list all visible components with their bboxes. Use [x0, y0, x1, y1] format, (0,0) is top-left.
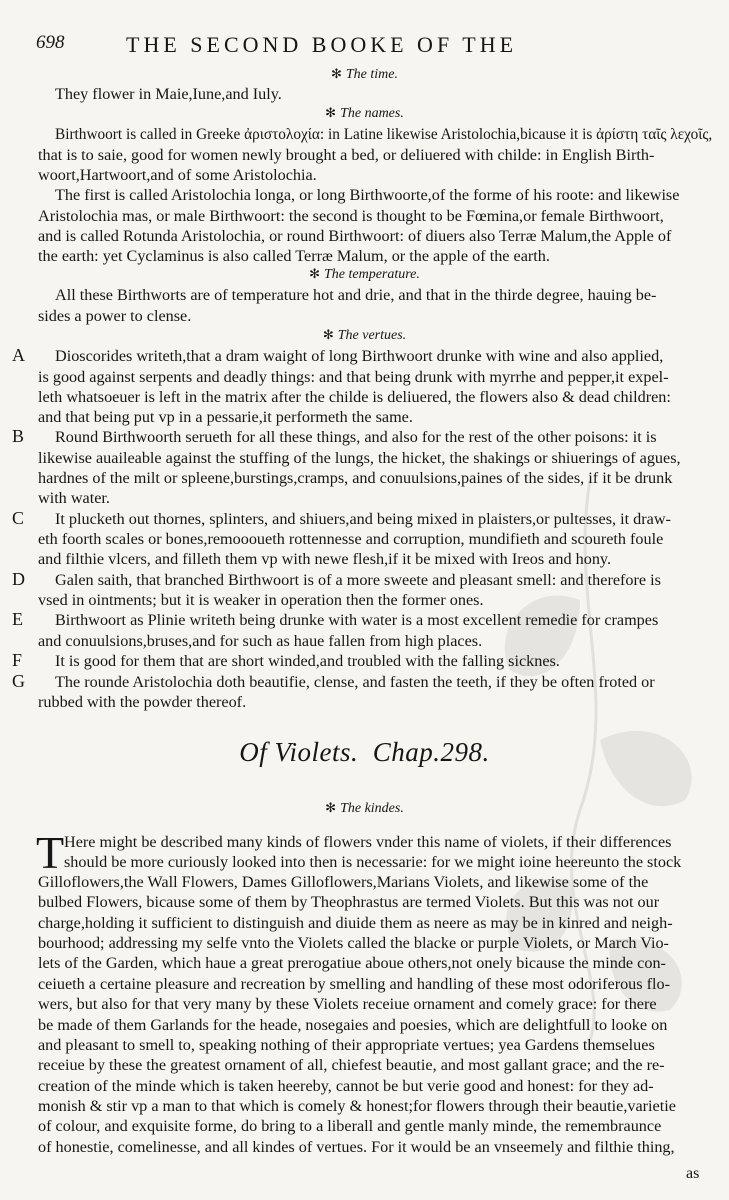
text-line: The first is called Aristolochia longa, or long Birthwoorte,of the forme of his roote: and likewise	[55, 186, 680, 204]
section-heading-names: ✻ The names.	[325, 105, 404, 121]
text-line: likewise auaileable against the stuffing of the lungs, the hicket, the shakings or shiuerings of agues,	[38, 449, 681, 467]
text-line: It is good for them that are short winded,and troubled with the falling sicknes.	[55, 652, 560, 670]
text-line: charge,holding it sufficient to distinguish and diuide them as neere as may be in kinred and neigh-	[38, 914, 673, 932]
chapter-name: Of Violets.	[239, 737, 359, 767]
text-line: of honestie, comelinesse, and all kindes of vertues. For it would be an vnseemely and filthie thing,	[38, 1138, 675, 1156]
text-line: and pleasant to smell to, speaking nothing of their appropriate vertues; yea Gardens themselues	[38, 1036, 655, 1054]
text-line: be made of them Garlands for the heade, nosegaies and poesies, which are delightfull to looke on	[38, 1016, 668, 1034]
paragraph-marker: D	[12, 569, 25, 589]
text-line: should be more curiously looked into then is necessarie: for we might ioine heereunto the stock	[64, 853, 682, 871]
text-line: rubbed with the powder thereof.	[38, 693, 247, 711]
page-number: 698	[36, 32, 65, 53]
text-line: Birthwoort is called in Greeke ἀριστολοχία: in Latine likewise Aristolochia,bicause it is ἀρίστη ταῖς λεχοῖς,	[55, 125, 713, 143]
chapter-title	[0, 737, 729, 768]
section-heading-temperature: ✻ The temperature.	[309, 266, 420, 282]
text-line: vsed in ointments; but it is weaker in operation then the former ones.	[38, 591, 484, 609]
text-line: Round Birthwoorth serueth for all these things, and also for the rest of the other poisons: it is	[55, 428, 657, 446]
running-head: THE SECOND BOOKE OF THE	[126, 32, 518, 57]
text-line: Dioscorides writeth,that a dram waight of long Birthwoort drunke with wine and also applied,	[55, 347, 664, 365]
text-line: of colour, and exquisite forme, do bring to a liberall and gentle manly minde, the remembraunce	[38, 1117, 662, 1135]
text-line: and that being put vp in a pessarie,it performeth the same.	[38, 408, 413, 426]
asterisk-icon: ✻	[325, 105, 337, 120]
paragraph-marker: G	[12, 671, 25, 691]
drop-cap: T	[36, 827, 65, 878]
text-line: receiue by these the greatest ornament of all, chiefest beautie, and most gallant grace; and the re-	[38, 1056, 665, 1074]
paragraph-marker: B	[12, 426, 25, 446]
text-line: and is called Rotunda Aristolochia, or round Birthwoort: of diuers also Terræ Malum,the Apple of	[38, 227, 672, 245]
text-line: that is to saie, good for women newly brought a bed, or deliuered with childe: in English Birth-	[38, 146, 655, 164]
text-line: is good against serpents and deadly things: and that being drunk with myrrhe and pepper,it expel-	[38, 368, 669, 386]
section-heading-kindes: ✻ The kindes.	[325, 800, 404, 816]
text-line: sides a power to clense.	[38, 307, 192, 325]
text-line: bourhood; addressing my selfe vnto the Violets called the blacke or purple Violets, or March Vio-	[38, 934, 669, 952]
text-line: All these Birthworts are of temperature hot and drie, and that in the thirde degree, hauing be-	[55, 286, 657, 304]
text-line: It plucketh out thornes, splinters, and shiuers,and being mixed in plaisters,or pultesses, it draw-	[55, 510, 671, 528]
text-line: leth whatsoeuer is left in the matrix after the childe is deliuered, the flowers also & dead children:	[38, 388, 671, 406]
paragraph-marker: C	[12, 508, 25, 528]
paragraph-marker: A	[12, 345, 25, 365]
text-line: wers, but also for that very many by these Violets receiue ornament and comely grace: for there	[38, 995, 657, 1013]
text-line: monish & stir vp a man to that which is comely & honest;for flowers through their beautie,varietie	[38, 1097, 676, 1115]
text-line: hardnes of the milt or spleene,burstings,cramps, and conuulsions,paines of the sides, if it be drunk	[38, 469, 673, 487]
text-line: and conuulsions,bruses,and for such as haue fallen from high places.	[38, 632, 483, 650]
text-line: Gilloflowers,the Wall Flowers, Dames Gilloflowers,Marians Violets, and likewise some of the	[38, 873, 649, 891]
text-line: They flower in Maie,Iune,and Iuly.	[55, 85, 282, 103]
asterisk-icon: ✻	[325, 800, 337, 815]
paragraph-marker: F	[12, 650, 23, 670]
asterisk-icon: ✻	[309, 266, 320, 281]
text-line: ceiueth a certaine pleasure and recreation by smelling and handling of these most odoriferous flo-	[38, 975, 670, 993]
asterisk-icon: ✻	[322, 327, 334, 342]
text-line: with water.	[38, 489, 110, 507]
text-line: and filthie vlcers, and filleth them vp with newe flesh,if it be mixed with Ireos and hony.	[38, 550, 612, 568]
text-line: Galen saith, that branched Birthwoort is of a more sweete and pleasant smell: and therefore is	[55, 571, 661, 589]
text-line: eth foorth scales or bones,remoooueth rottennesse and corruption, mundifieth and scoureth foule	[38, 530, 664, 548]
text-line: woort,Hartwoort,and of some Aristolochia.	[38, 166, 317, 184]
text-line: creation of the minde which is taken heereby, cannot be but verie good and honest: for they ad-	[38, 1077, 654, 1095]
page-header	[36, 32, 705, 58]
text-line: Birthwoort as Plinie writeth being drunke with water is a most excellent remedie for crampes	[55, 611, 659, 629]
text-line: lets of the Garden, which haue a great prerogatiue aboue others,not onely bicause the minde con-	[38, 954, 666, 972]
chapter-number: Chap.298.	[372, 737, 490, 767]
text-line: The rounde Aristolochia doth beautifie, clense, and fasten the teeth, if they be often froted or	[55, 673, 655, 691]
section-heading-vertues: ✻ The vertues.	[322, 327, 407, 343]
paragraph-marker: E	[12, 609, 23, 629]
asterisk-icon: ✻	[330, 66, 342, 81]
catchword: as	[686, 1165, 700, 1182]
text-line: Here might be described many kinds of flowers vnder this name of violets, if their differences	[64, 833, 672, 851]
text-line: bulbed Flowers, bicause some of them by Theophrastus are termed Violets. But this was not our	[38, 893, 660, 911]
section-heading-time: ✻ The time.	[330, 66, 398, 82]
text-line: Aristolochia mas, or male Birthwoort: the second is thought to be Fœmina,or female Birthwoort,	[38, 207, 664, 225]
text-line: the earth: yet Cyclaminus is also called Terræ Malum, or the apple of the earth.	[38, 247, 550, 265]
